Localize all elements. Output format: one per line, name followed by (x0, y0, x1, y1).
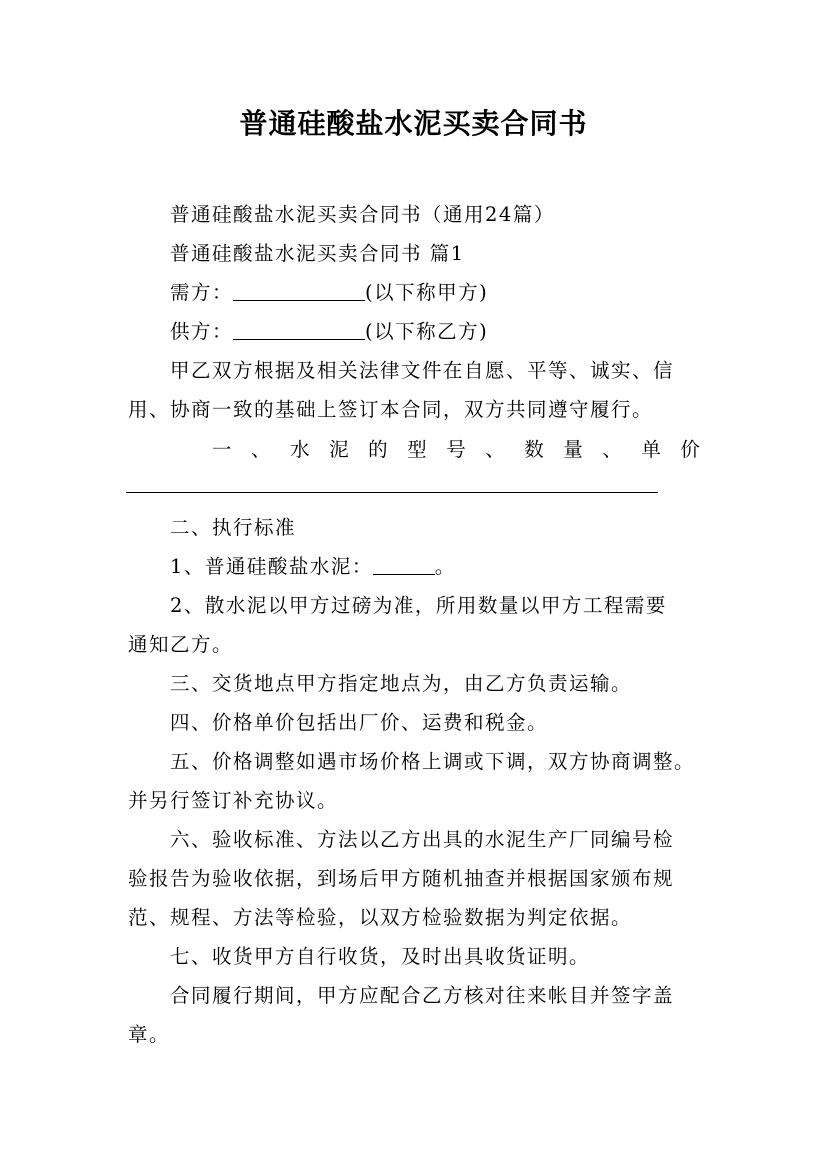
closing-paragraph-line-2: 章。 (128, 1023, 171, 1046)
section-1-char: 的 (368, 438, 388, 461)
section-3: 三、交货地点甲方指定地点为，由乙方负责运输。 (170, 672, 633, 695)
item-1-label: 1、普通硅酸盐水泥： (170, 555, 373, 578)
document-title: 普通硅酸盐水泥买卖合同书 (239, 107, 588, 140)
section-1-char: 量 (563, 438, 583, 461)
section-1-char: 、 (485, 438, 505, 461)
chapter-heading: 普通硅酸盐水泥买卖合同书 篇1 (170, 242, 465, 265)
buyer-label: 需方： (170, 281, 234, 304)
seller-suffix: (以下称乙方) (365, 320, 489, 343)
section-5-line-1: 五、价格调整如遇市场价格上调或下调，双方协商调整。 (170, 750, 696, 773)
item-2-line-1: 2、散水泥以甲方过磅为准，所用数量以甲方工程需要 (170, 594, 667, 617)
closing-paragraph-line-1: 合同履行期间，甲方应配合乙方核对往来帐目并签字盖 (170, 984, 675, 1007)
buyer-suffix: (以下称甲方) (365, 281, 489, 304)
item-1-line (170, 551, 456, 579)
item-1-blank (373, 556, 435, 575)
section-1-heading (212, 434, 700, 462)
section-1-char: 数 (524, 438, 544, 461)
buyer-line (170, 277, 488, 305)
section-7: 七、收货甲方自行收货，及时出具收货证明。 (170, 945, 591, 968)
item-2-line-2: 通知乙方。 (128, 633, 234, 656)
section-1-char: 泥 (329, 438, 349, 461)
document-subtitle: 普通硅酸盐水泥买卖合同书（通用24篇） (170, 203, 555, 226)
section-1-char: 、 (602, 438, 622, 461)
section-1-char: 水 (290, 438, 310, 461)
section-6-line-1: 六、验收标准、方法以乙方出具的水泥生产厂同编号检 (170, 828, 675, 851)
section-1-char: 价 (680, 438, 700, 461)
seller-blank (233, 321, 365, 340)
seller-label: 供方： (170, 320, 234, 343)
section-6-line-2: 验报告为验收依据，到场后甲方随机抽查并根据国家颁布规 (128, 867, 675, 890)
seller-line (170, 316, 488, 344)
section-1-char: 型 (407, 438, 427, 461)
section-6-line-3: 范、规程、方法等检验，以双方检验数据为判定依据。 (128, 906, 633, 929)
section-1-char: 号 (446, 438, 466, 461)
section-4: 四、价格单价包括出厂价、运费和税金。 (170, 711, 549, 734)
section-1-char: 、 (251, 438, 271, 461)
item-1-end: 。 (434, 555, 456, 578)
section-1-char: 单 (641, 438, 661, 461)
buyer-blank (233, 282, 365, 301)
section-2-heading: 二、执行标准 (170, 516, 297, 539)
section-5-line-2: 并另行签订补充协议。 (128, 789, 339, 812)
paragraph-1-line-2: 用、协商一致的基础上签订本合同，双方共同遵守履行。 (128, 398, 654, 421)
section-1-char: 一 (212, 438, 232, 461)
section-1-blank-rule (126, 492, 658, 493)
paragraph-1-line-1: 甲乙双方根据及相关法律文件在自愿、平等、诚实、信 (170, 359, 675, 382)
